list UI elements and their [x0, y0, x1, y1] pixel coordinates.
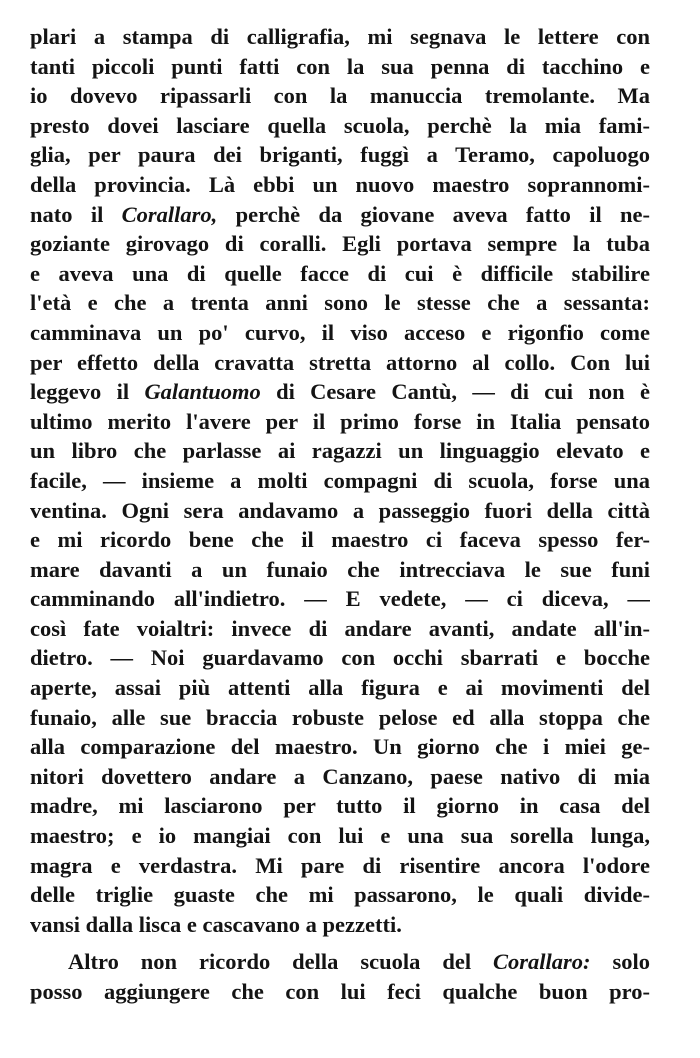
text-line: funaio, alle sue braccia robuste pelose ed alla stoppa che: [30, 704, 650, 730]
text-run: Altro non ricordo della scuola del: [68, 949, 494, 975]
text-line: così fate voialtri: invece di andare avanti, andate all'in-: [30, 615, 650, 641]
text-line: vansi dalla lisca e cascavano a pezzetti.: [30, 911, 402, 937]
text-run: solo: [590, 949, 650, 975]
text-line: magra e verdastra. Mi pare di risentire ancora l'odore: [30, 852, 650, 878]
text-line: [30, 200, 650, 230]
text-line: ventina. Ogni sera andavamo a passeggio fuori della città: [30, 497, 650, 523]
text-line: aperte, assai più attenti alla figura e ai movimenti del: [30, 675, 650, 701]
text-line: [30, 377, 650, 407]
text-line: l'età e che a trenta anni sono le stesse che a sessanta:: [30, 290, 650, 316]
text-line: alla comparazione del maestro. Un giorno che i miei ge-: [30, 734, 650, 760]
paragraph-2: [30, 947, 650, 1006]
text-run: nato il: [30, 201, 122, 227]
text-line: tanti piccoli punti fatti con la sua penna di tacchino e: [30, 53, 650, 79]
text-line: per effetto della cravatta stretta attorno al collo. Con lui: [30, 349, 650, 375]
text-line: ultimo merito l'avere per il primo forse in Italia pensato: [30, 408, 650, 434]
text-line: dietro. — Noi guardavamo con occhi sbarrati e bocche: [30, 645, 650, 671]
italic-title-galantuomo: Galantuomo: [144, 379, 261, 405]
text-line: un libro che parlasse ai ragazzi un linguaggio elevato e: [30, 438, 650, 464]
text-line: camminava un po' curvo, il viso acceso e rigonfio come: [30, 319, 650, 345]
italic-title-corallaro: Corallaro:: [493, 949, 591, 975]
text-line: mare davanti a un funaio che intrecciava le sue funi: [30, 556, 650, 582]
text-run: perchè da giovane aveva fatto il ne-: [217, 201, 650, 227]
book-page-text: [30, 22, 650, 1007]
text-line: [30, 947, 650, 977]
paragraph-1: [30, 22, 650, 939]
text-line: madre, mi lasciarono per tutto il giorno in casa del: [30, 793, 650, 819]
text-run: di Cesare Cantù, — di cui non è: [260, 379, 650, 405]
text-line: della provincia. Là ebbi un nuovo maestro soprannomi-: [30, 171, 650, 197]
text-run: leggevo il: [30, 379, 145, 405]
paragraph-gap: [30, 939, 650, 947]
text-line: posso aggiungere che con lui feci qualche buon pro-: [30, 979, 650, 1004]
text-line: e aveva una di quelle facce di cui è difficile stabilire: [30, 260, 650, 286]
text-line: nitori dovettero andare a Canzano, paese nativo di mia: [30, 763, 650, 789]
text-line: camminando all'indietro. — E vedete, — ci diceva, —: [30, 586, 650, 612]
text-line: presto dovei lasciare quella scuola, perchè la mia fami-: [30, 112, 650, 138]
text-line: plari a stampa di calligrafia, mi segnava le lettere con: [30, 24, 650, 49]
text-line: delle triglie guaste che mi passarono, le quali divide-: [30, 882, 650, 908]
text-line: facile, — insieme a molti compagni di scuola, forse una: [30, 467, 650, 493]
text-line: e mi ricordo bene che il maestro ci faceva spesso fer-: [30, 527, 650, 553]
text-line: io dovevo ripassarli con la manuccia tremolante. Ma: [30, 83, 650, 109]
text-line: goziante girovago di coralli. Egli portava sempre la tuba: [30, 231, 650, 257]
italic-title-corallaro: Corallaro,: [121, 201, 218, 227]
text-line: glia, per paura dei briganti, fuggì a Teramo, capoluogo: [30, 142, 650, 168]
text-line: maestro; e io mangiai con lui e una sua sorella lunga,: [30, 823, 650, 849]
